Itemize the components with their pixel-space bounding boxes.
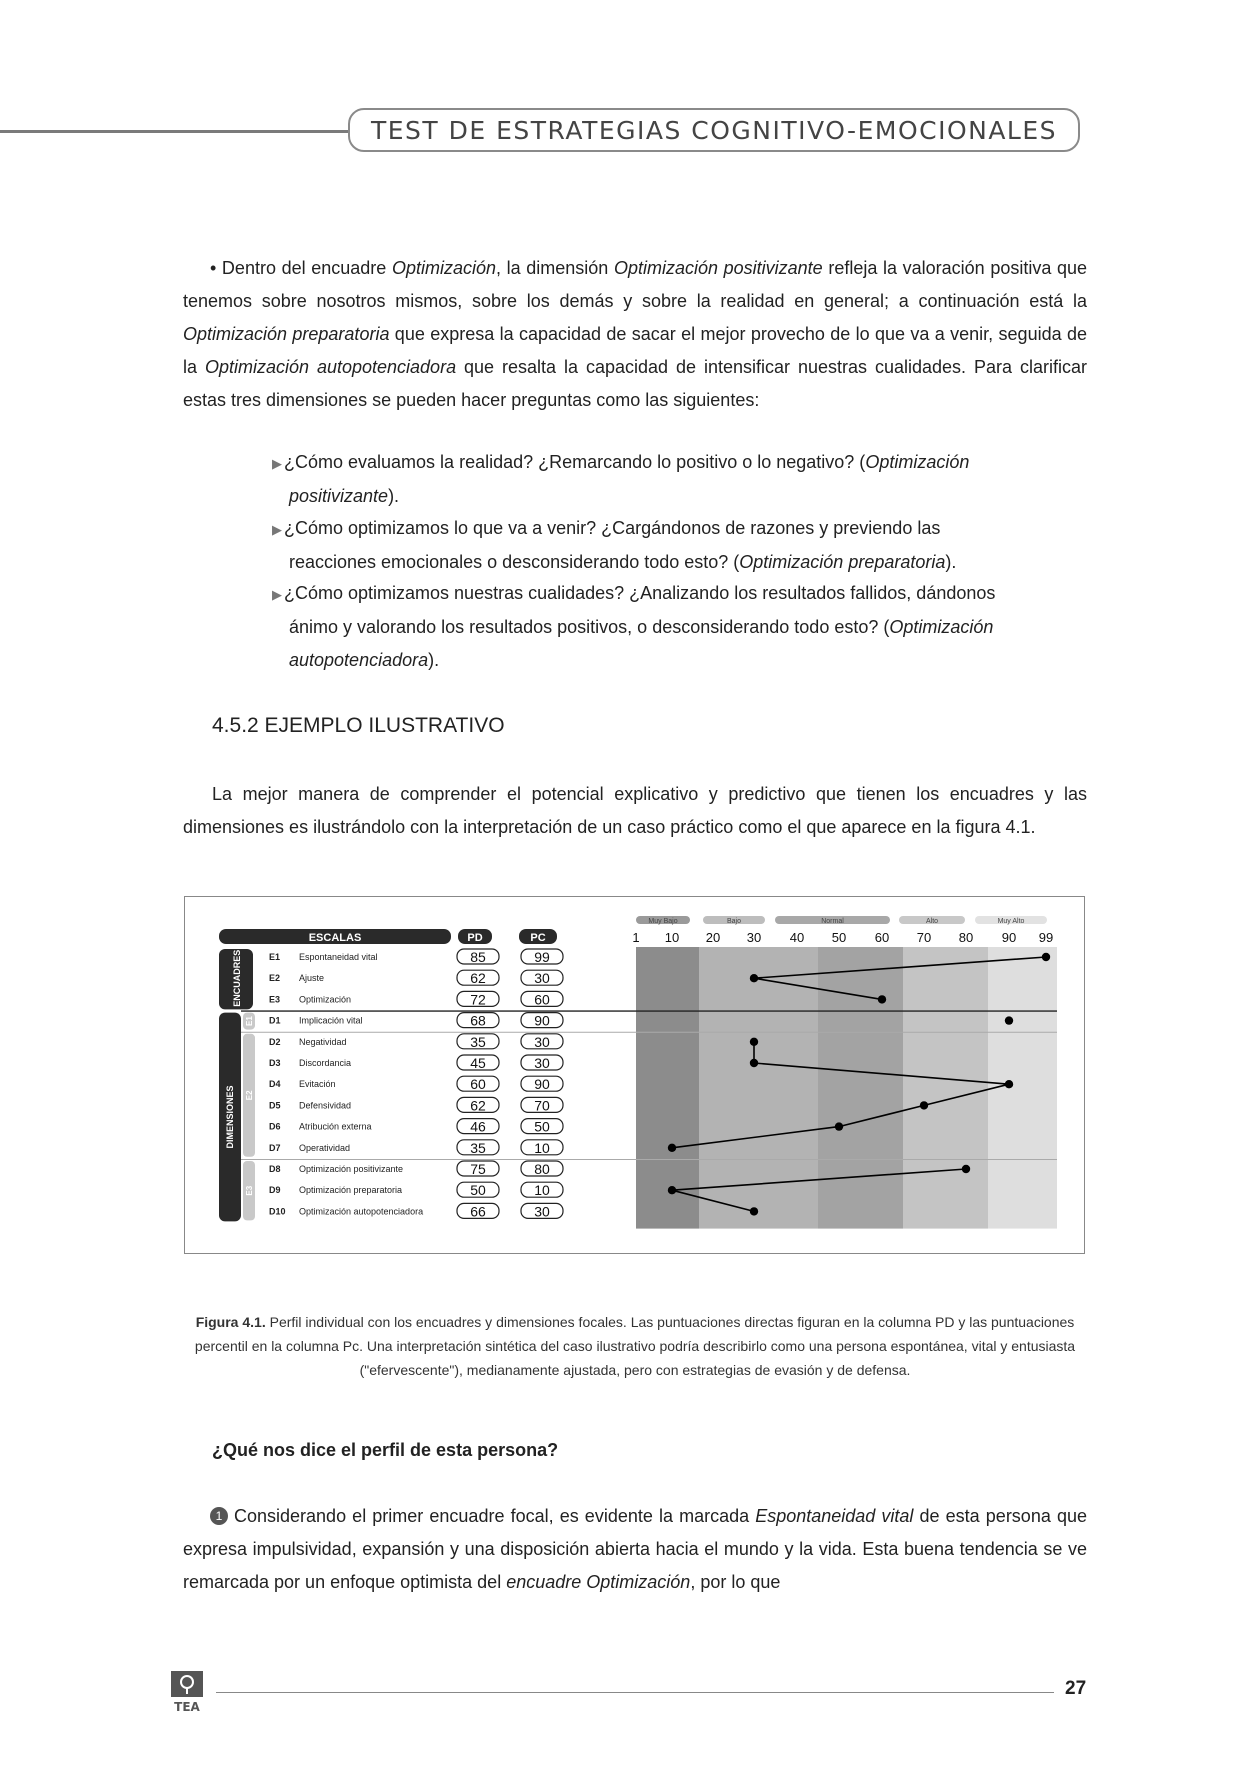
profile-point <box>1042 953 1050 961</box>
row-name: Optimización <box>299 994 352 1005</box>
tick-label: 20 <box>705 930 721 945</box>
figure-caption: Figura 4.1. Perfil individual con los encuadres y dimensiones focales. Las puntuaciones directas figuran en la columna PD y las puntuaciones percentil en la columna Pc. Una interpretación sintética del caso ilustrativo podría describirlo como una persona espontánea, vital y entusiasta ("efervescente"), medianamente ajustada, pero con estrategias de evasión y de defensa. <box>194 1314 1076 1378</box>
pc-value: 90 <box>534 1012 550 1029</box>
row-code: D4 <box>269 1079 281 1090</box>
bullet-item: ▶ ¿Cómo evaluamos la realidad? ¿Remarcando lo positivo o lo negativo? (Optimización positivizante). <box>272 452 970 506</box>
row-name: Optimización preparatoria <box>299 1185 403 1196</box>
tick-label: 50 <box>831 930 847 945</box>
pc-value: 30 <box>534 1033 550 1050</box>
pc-value: 30 <box>534 1203 550 1220</box>
row-code: D10 <box>269 1206 286 1217</box>
row-name: Operatividad <box>299 1142 351 1153</box>
row-code: D7 <box>269 1142 281 1153</box>
pd-value: 60 <box>470 1076 486 1093</box>
pc-value: 60 <box>534 991 550 1008</box>
row-code: D6 <box>269 1121 281 1132</box>
profile-point <box>750 1207 758 1215</box>
question-heading: ¿Qué nos dice el perfil de esta persona? <box>212 1440 559 1460</box>
pc-value: 90 <box>534 1076 550 1093</box>
row-code: D5 <box>269 1100 281 1111</box>
tick-label: 80 <box>958 930 974 945</box>
section-paragraph: La mejor manera de comprender el potencial explicativo y predictivo que tienen los encuadres y las dimensiones es ilustrándolo con la interpretación de un caso práctico como el que aparece en la figura 4.1. <box>183 784 1087 837</box>
row-name: Optimización autopotenciadora <box>299 1206 424 1217</box>
pd-value: 62 <box>470 970 486 987</box>
band-area <box>636 947 699 1229</box>
row-code: D1 <box>269 1015 281 1026</box>
pd-value: 72 <box>470 991 486 1008</box>
pd-value: 35 <box>470 1033 486 1050</box>
pd-value: 68 <box>470 1012 486 1029</box>
encuadres-label: ENCUADRES <box>232 949 242 1007</box>
tea-logo-icon <box>170 1670 204 1714</box>
pd-value: 75 <box>470 1161 486 1177</box>
pd-value: 66 <box>470 1203 486 1220</box>
tick-label: 40 <box>789 930 805 945</box>
band-area <box>988 947 1057 1229</box>
band-label: Alto <box>925 918 939 925</box>
pd-value: 50 <box>470 1182 486 1199</box>
profile-point <box>750 1059 758 1067</box>
pd-value: 46 <box>470 1118 486 1135</box>
row-name: Evitación <box>299 1079 336 1090</box>
pd-value: 45 <box>470 1055 486 1071</box>
row-name: Negatividad <box>299 1036 347 1047</box>
profile-point <box>920 1101 928 1109</box>
group-sub-label: E3 <box>245 1185 254 1196</box>
row-code: D9 <box>269 1185 281 1196</box>
page-header-title: TEST DE ESTRATEGIAS COGNITIVO-EMOCIONALES <box>348 108 1080 152</box>
pc-header: PC <box>530 932 546 944</box>
tick-label: 1 <box>632 930 640 945</box>
final-paragraph: 1 Considerando el primer encuadre focal, es evidente la marcada Espontaneidad vital de esta persona que expresa impulsividad, expansión y una disposición abierta hacia el mundo y la vida. Esta buena tendencia se ve remarcada por un enfoque optimista del encuadre Optimización, por lo que <box>183 1506 1087 1592</box>
profile-point <box>835 1122 843 1130</box>
profile-figure <box>184 896 1085 1254</box>
row-name: Optimización positivizante <box>299 1164 404 1174</box>
escalas-header: ESCALAS <box>308 932 362 944</box>
profile-point <box>668 1186 676 1194</box>
bullet-item: ▶ ¿Cómo optimizamos nuestras cualidades? ¿Analizando los resultados fallidos, dándonos ánimo y valorando los resultados positivos, o desconsiderando todo esto? (Optimización autopotenciadora). <box>272 583 996 670</box>
pc-value: 10 <box>534 1182 550 1199</box>
tick-label: 10 <box>664 930 680 945</box>
row-name: Espontaneidad vital <box>299 952 378 962</box>
band-label: Muy Alto <box>997 918 1025 925</box>
pc-value: 30 <box>534 970 550 987</box>
band-area <box>818 947 903 1229</box>
section-heading: 4.5.2 EJEMPLO ILUSTRATIVO <box>212 714 505 737</box>
pd-value: 35 <box>470 1139 486 1156</box>
profile-point <box>668 1144 676 1152</box>
dimensiones-label: DIMENSIONES <box>225 1085 235 1149</box>
logo-text: TEA <box>174 1700 200 1714</box>
pc-value: 70 <box>534 1097 550 1114</box>
pc-value: 99 <box>534 949 550 965</box>
pd-value: 85 <box>470 949 486 965</box>
triangle-bullet-icon: ▶ <box>272 522 282 537</box>
tick-label: 70 <box>916 930 932 945</box>
profile-point <box>878 995 886 1003</box>
profile-point <box>750 974 758 982</box>
band-label: Muy Bajo <box>648 918 678 925</box>
row-code: E2 <box>269 973 281 984</box>
row-code: D2 <box>269 1036 281 1047</box>
row-name: Implicación vital <box>299 1015 363 1026</box>
row-code: D8 <box>269 1164 281 1174</box>
profile-point <box>750 1038 758 1046</box>
profile-point <box>962 1165 970 1173</box>
group-sub-label: E2 <box>245 1090 254 1101</box>
header-rule <box>0 130 350 133</box>
tick-label: 99 <box>1038 930 1054 945</box>
row-name: Ajuste <box>299 973 325 984</box>
pc-value: 30 <box>534 1055 550 1071</box>
band-area <box>903 947 988 1229</box>
page-number: 27 <box>1065 1678 1087 1699</box>
pc-value: 80 <box>534 1161 550 1177</box>
bullet-item: ▶ ¿Cómo optimizamos lo que va a venir? ¿Cargándonos de razones y previendo las reacciones emocionales o desconsiderando todo esto? (Optimización preparatoria). <box>272 518 957 572</box>
profile-point <box>1005 1080 1013 1088</box>
pd-value: 62 <box>470 1097 486 1114</box>
triangle-bullet-icon: ▶ <box>272 587 282 602</box>
row-name: Defensividad <box>299 1100 352 1111</box>
pc-value: 50 <box>534 1118 550 1135</box>
profile-chart <box>185 897 1084 1253</box>
footer-rule <box>216 1692 1054 1693</box>
intro-paragraph: • Dentro del encuadre Optimización, la dimensión Optimización positivizante refleja la valoración positiva que tenemos sobre nosotros mismos, sobre los demás y sobre la realidad en general; a continuación está la Optimización preparatoria que expresa la capacidad de sacar el mejor provecho de lo que va a venir, seguida de la Optimización autopotenciadora que resalta la capacidad de intensificar nuestras cualidades. Para clarificar estas tres dimensiones se pueden hacer preguntas como las siguientes: <box>183 258 1088 410</box>
row-code: E3 <box>269 994 281 1005</box>
profile-point <box>1005 1016 1013 1024</box>
number-badge: 1 <box>210 1507 228 1525</box>
row-name: Atribución externa <box>299 1121 372 1132</box>
row-code: E1 <box>269 952 281 962</box>
tick-label: 30 <box>746 930 762 945</box>
pd-header: PD <box>467 932 483 944</box>
tick-label: 60 <box>874 930 890 945</box>
pc-value: 10 <box>534 1139 550 1156</box>
triangle-bullet-icon: ▶ <box>272 456 282 471</box>
row-code: D3 <box>269 1058 281 1068</box>
row-name: Discordancia <box>299 1058 352 1068</box>
tick-label: 90 <box>1001 930 1017 945</box>
group-sub-label: E1 <box>245 1016 254 1026</box>
band-label: Bajo <box>726 918 742 925</box>
band-label: Normal <box>821 918 844 925</box>
